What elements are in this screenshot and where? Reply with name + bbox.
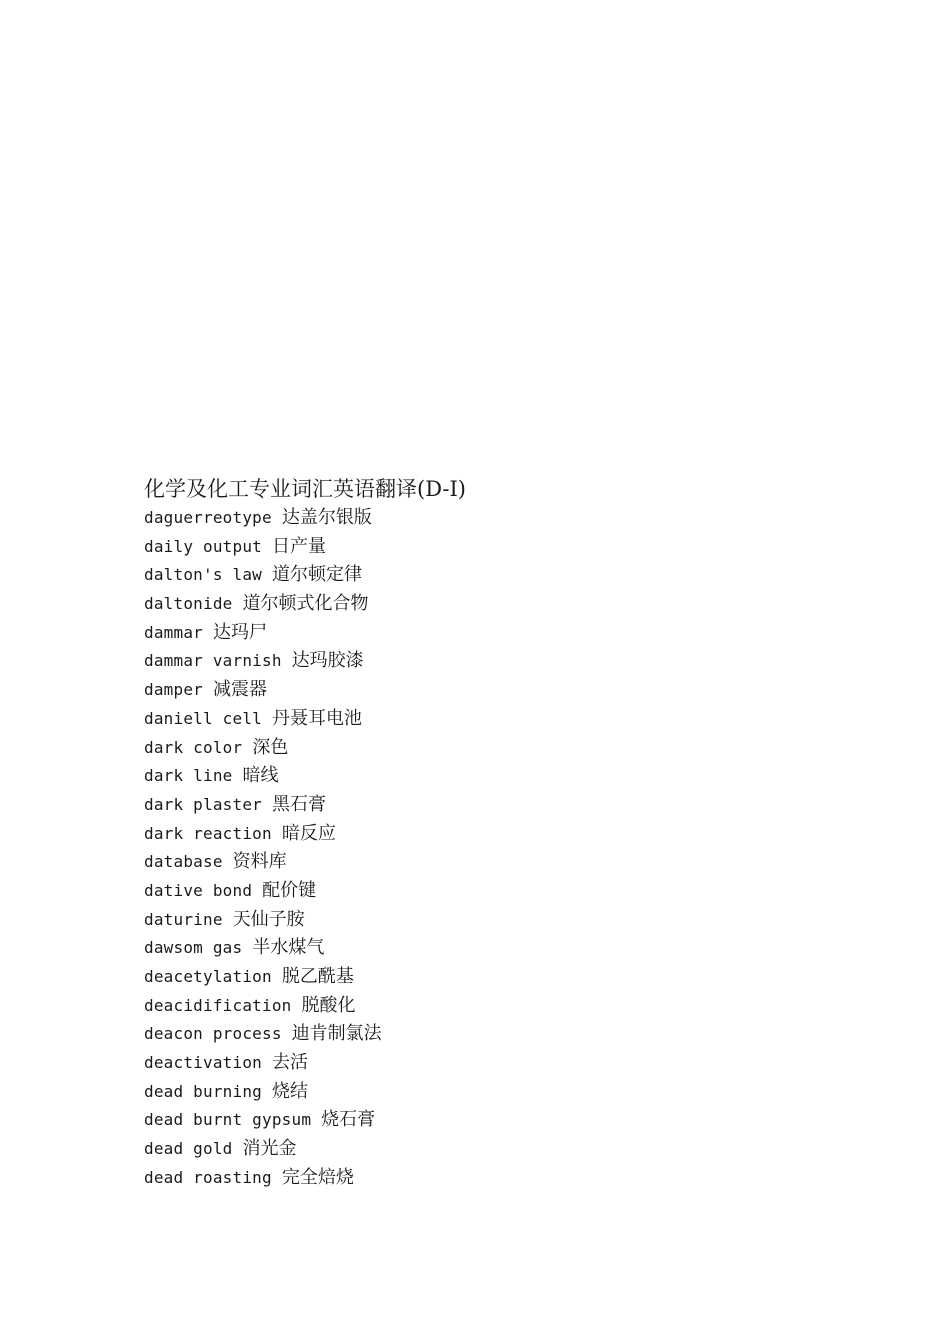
- entry-term: daniell cell: [144, 708, 262, 728]
- entry-term: deacetylation: [144, 967, 272, 986]
- entry-translation: 完全焙烧: [281, 1166, 354, 1188]
- entry-term: dead burning: [144, 1081, 262, 1101]
- entry-term: damper: [144, 680, 203, 700]
- entry-translation: 达盖尔银版: [281, 507, 372, 528]
- glossary-entry: [144, 906, 844, 935]
- glossary-entry: [144, 533, 844, 562]
- glossary-entry: [144, 705, 844, 734]
- entry-translation: 消光金: [242, 1138, 297, 1160]
- entry-translation: 半水煤气: [252, 937, 325, 959]
- entry-term: dark line: [144, 766, 233, 786]
- entry-term: deacon process: [144, 1024, 282, 1044]
- glossary-entry: [144, 504, 844, 533]
- entry-term: daguerreotype: [144, 508, 272, 527]
- entry-term: dark color: [144, 737, 243, 757]
- entry-translation: 烧石膏: [321, 1109, 376, 1131]
- glossary-entry: [144, 992, 844, 1021]
- entry-translation: 道尔顿式化合物: [242, 593, 369, 615]
- entry-term: dead gold: [144, 1139, 233, 1159]
- entry-translation: 烧结: [272, 1080, 308, 1102]
- glossary-entry: [144, 1106, 844, 1135]
- glossary-entry: [144, 820, 844, 849]
- glossary-entry: [144, 848, 844, 877]
- entry-translation: 去活: [272, 1052, 308, 1074]
- glossary-entry: [144, 734, 844, 763]
- entry-translation: 暗线: [242, 765, 279, 787]
- entry-translation: 脱酸化: [301, 994, 356, 1016]
- entry-translation: 日产量: [272, 535, 326, 557]
- entry-term: database: [144, 852, 223, 872]
- glossary-entry: [144, 590, 844, 619]
- document-body: [144, 474, 844, 1193]
- glossary-entry: [144, 676, 844, 705]
- entry-term: dammar varnish: [144, 651, 282, 671]
- entry-term: dative bond: [144, 880, 253, 900]
- entry-term: dammar: [144, 622, 203, 642]
- entry-translation: 资料库: [232, 851, 287, 873]
- glossary-entry: [144, 963, 844, 992]
- entry-translation: 迪肯制氯法: [291, 1023, 382, 1045]
- glossary-entry: [144, 647, 844, 676]
- glossary-entry: [144, 1164, 844, 1193]
- entry-translation: 减震器: [213, 679, 267, 701]
- entry-term: daily output: [144, 536, 262, 556]
- entry-translation: 深色: [252, 736, 289, 758]
- entry-translation: 达玛胶漆: [291, 650, 364, 672]
- entry-term: dark plaster: [144, 794, 262, 814]
- entry-translation: 脱乙酰基: [281, 966, 354, 987]
- glossary-entry: [144, 1135, 844, 1164]
- entry-translation: 暗反应: [281, 822, 336, 844]
- entry-term: dead burnt gypsum: [144, 1110, 312, 1130]
- glossary-entry: [144, 619, 844, 648]
- entry-term: dawsom gas: [144, 938, 243, 958]
- entry-term: daltonide: [144, 594, 233, 614]
- glossary-list: [144, 504, 844, 1193]
- document-title: 化学及化工专业词汇英语翻译(D-I): [144, 477, 467, 501]
- entry-term: dark reaction: [144, 823, 272, 843]
- entry-translation: 黑石膏: [272, 793, 326, 815]
- glossary-entry: [144, 1049, 844, 1078]
- entry-translation: 天仙子胺: [232, 908, 305, 930]
- entry-translation: 丹聂耳电池: [272, 707, 362, 729]
- entry-term: deactivation: [144, 1053, 262, 1073]
- entry-term: dead roasting: [144, 1167, 272, 1187]
- entry-translation: 道尔顿定律: [272, 564, 362, 586]
- entry-translation: 达玛尸: [213, 621, 267, 643]
- glossary-entry: [144, 1078, 844, 1107]
- entry-term: daturine: [144, 909, 223, 929]
- entry-term: dalton's law: [144, 565, 262, 585]
- glossary-entry: [144, 561, 844, 590]
- glossary-entry: [144, 1020, 844, 1049]
- glossary-entry: [144, 934, 844, 963]
- entry-translation: 配价键: [262, 879, 317, 901]
- glossary-entry: [144, 791, 844, 820]
- glossary-entry: [144, 762, 844, 791]
- glossary-entry: [144, 877, 844, 906]
- entry-term: deacidification: [144, 995, 292, 1015]
